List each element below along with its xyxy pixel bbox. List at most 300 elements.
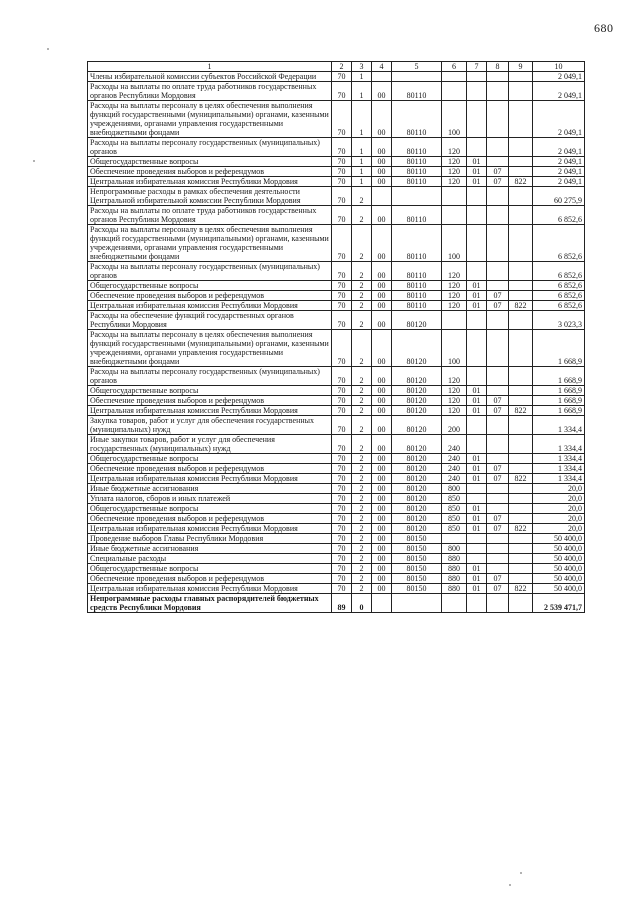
row-name-cell: Расходы на обеспечение функций государственных органов Республики Мордовия [88,311,332,330]
code-cell [467,138,487,157]
code-cell [487,187,509,206]
amount-cell: 2 049,1 [533,101,585,138]
code-cell: 80120 [392,435,442,454]
code-cell: 2 [352,225,372,262]
code-cell: 80120 [392,494,442,504]
code-cell: 822 [509,177,533,187]
row-name-cell: Центральная избирательная комиссия Республики Мордовия [88,474,332,484]
code-cell: 70 [332,330,352,367]
code-cell [487,311,509,330]
code-cell: 80150 [392,544,442,554]
code-cell: 100 [442,330,467,367]
code-cell: 00 [372,564,392,574]
code-cell: 70 [332,544,352,554]
code-cell: 822 [509,584,533,594]
code-cell [487,504,509,514]
code-cell: 00 [372,584,392,594]
amount-cell: 2 539 471,7 [533,594,585,613]
code-cell [467,594,487,613]
col-header: 8 [487,62,509,72]
code-cell: 70 [332,72,352,82]
code-cell: 07 [487,396,509,406]
code-cell: 822 [509,524,533,534]
code-cell [509,494,533,504]
code-cell: 80110 [392,138,442,157]
code-cell: 2 [352,386,372,396]
amount-cell: 1 334,4 [533,464,585,474]
code-cell: 70 [332,435,352,454]
code-cell: 2 [352,554,372,564]
code-cell [392,594,442,613]
code-cell: 70 [332,494,352,504]
row-name-cell: Уплата налогов, сборов и иных платежей [88,494,332,504]
amount-cell: 1 668,9 [533,330,585,367]
code-cell: 00 [372,554,392,564]
code-cell: 00 [372,574,392,584]
code-cell: 880 [442,564,467,574]
table-row [88,311,585,330]
code-cell [392,187,442,206]
row-name-cell: Расходы на выплаты по оплате труда работников государственных органов Республики Мордовия [88,206,332,225]
code-cell: 07 [487,474,509,484]
code-cell: 80120 [392,514,442,524]
code-cell [487,534,509,544]
table-row [88,291,585,301]
code-cell: 00 [372,416,392,435]
table-row [88,177,585,187]
code-cell: 80120 [392,416,442,435]
code-cell: 80110 [392,82,442,101]
code-cell: 80150 [392,534,442,544]
code-cell: 2 [352,544,372,554]
amount-cell: 50 400,0 [533,544,585,554]
code-cell: 07 [487,574,509,584]
code-cell: 240 [442,474,467,484]
code-cell: 00 [372,544,392,554]
code-cell [467,262,487,281]
amount-cell: 20,0 [533,494,585,504]
row-name-cell: Расходы на выплаты персоналу в целях обеспечения выполнения функций государственными (муниципальными) органами, казенными учреждениями, органами управления государственными внебюджетными фондами [88,225,332,262]
row-name-cell: Проведение выборов Главы Республики Мордовия [88,534,332,544]
code-cell: 00 [372,494,392,504]
code-cell: 00 [372,301,392,311]
row-name-cell: Общегосударственные вопросы [88,281,332,291]
code-cell: 07 [487,167,509,177]
code-cell: 2 [352,187,372,206]
table-row [88,367,585,386]
amount-cell: 6 852,6 [533,301,585,311]
code-cell: 00 [372,177,392,187]
amount-cell: 50 400,0 [533,574,585,584]
amount-cell: 20,0 [533,504,585,514]
code-cell: 100 [442,225,467,262]
col-header: 2 [332,62,352,72]
code-cell: 80120 [392,311,442,330]
code-cell: 80120 [392,524,442,534]
code-cell: 01 [467,504,487,514]
code-cell [372,594,392,613]
row-name-cell: Общегосударственные вопросы [88,386,332,396]
code-cell [487,454,509,464]
row-name-cell: Расходы на выплаты по оплате труда работников государственных органов Республики Мордовия [88,82,332,101]
code-cell [487,101,509,138]
code-cell: 1 [352,177,372,187]
code-cell: 1 [352,138,372,157]
table-row [88,406,585,416]
code-cell [509,534,533,544]
code-cell: 880 [442,574,467,584]
code-cell [509,82,533,101]
amount-cell: 6 852,6 [533,206,585,225]
code-cell: 00 [372,367,392,386]
col-header: 6 [442,62,467,72]
code-cell: 07 [487,584,509,594]
code-cell: 120 [442,177,467,187]
code-cell: 00 [372,82,392,101]
col-header: 1 [88,62,332,72]
table-row [88,157,585,167]
code-cell: 80120 [392,406,442,416]
table-row [88,594,585,613]
row-name-cell: Обеспечение проведения выборов и референдумов [88,464,332,474]
code-cell: 80150 [392,564,442,574]
code-cell: 70 [332,554,352,564]
row-name-cell: Центральная избирательная комиссия Республики Мордовия [88,584,332,594]
code-cell: 2 [352,367,372,386]
code-cell: 822 [509,474,533,484]
row-name-cell: Обеспечение проведения выборов и референдумов [88,574,332,584]
code-cell [467,416,487,435]
code-cell [509,225,533,262]
code-cell: 07 [487,524,509,534]
table-row [88,262,585,281]
code-cell: 80120 [392,464,442,474]
code-cell [442,82,467,101]
code-cell [487,484,509,494]
code-cell [487,206,509,225]
code-cell: 2 [352,564,372,574]
code-cell [467,72,487,82]
amount-cell: 6 852,6 [533,262,585,281]
code-cell: 800 [442,544,467,554]
code-cell: 01 [467,514,487,524]
code-cell [467,554,487,564]
amount-cell: 1 668,9 [533,396,585,406]
code-cell [442,72,467,82]
code-cell: 120 [442,281,467,291]
code-cell: 70 [332,386,352,396]
code-cell: 80120 [392,484,442,494]
code-cell [509,435,533,454]
code-cell [442,594,467,613]
code-cell: 822 [509,406,533,416]
code-cell: 880 [442,554,467,564]
amount-cell: 2 049,1 [533,82,585,101]
code-cell: 70 [332,187,352,206]
row-name-cell: Иные закупки товаров, работ и услуг для обеспечения государственных (муниципальных) нужд [88,435,332,454]
amount-cell: 6 852,6 [533,225,585,262]
row-name-cell: Закупка товаров, работ и услуг для обеспечения государственных (муниципальных) нужд [88,416,332,435]
code-cell: 01 [467,157,487,167]
code-cell: 2 [352,396,372,406]
row-name-cell: Обеспечение проведения выборов и референдумов [88,167,332,177]
code-cell: 70 [332,584,352,594]
code-cell: 80120 [392,504,442,514]
col-header: 7 [467,62,487,72]
code-cell: 70 [332,524,352,534]
table-row [88,474,585,484]
amount-cell: 2 049,1 [533,138,585,157]
scan-speck [33,160,35,162]
code-cell: 00 [372,291,392,301]
row-name-cell: Центральная избирательная комиссия Республики Мордовия [88,406,332,416]
code-cell: 89 [332,594,352,613]
code-cell: 80110 [392,101,442,138]
amount-cell: 50 400,0 [533,564,585,574]
amount-cell: 20,0 [533,484,585,494]
code-cell: 850 [442,514,467,524]
code-cell: 120 [442,367,467,386]
code-cell: 70 [332,514,352,524]
row-name-cell: Центральная избирательная комиссия Республики Мордовия [88,177,332,187]
table-row [88,514,585,524]
row-name-cell: Расходы на выплаты персоналу государственных (муниципальных) органов [88,262,332,281]
code-cell: 822 [509,301,533,311]
code-cell: 80110 [392,291,442,301]
table-header-row [88,62,585,72]
code-cell [487,157,509,167]
row-name-cell: Обеспечение проведения выборов и референдумов [88,514,332,524]
amount-cell: 1 668,9 [533,386,585,396]
code-cell [509,454,533,464]
table-row [88,584,585,594]
code-cell [509,386,533,396]
code-cell [487,330,509,367]
code-cell: 2 [352,504,372,514]
col-header: 3 [352,62,372,72]
row-name-cell: Общегосударственные вопросы [88,564,332,574]
code-cell [509,484,533,494]
code-cell: 07 [487,291,509,301]
code-cell [487,72,509,82]
table-row [88,574,585,584]
code-cell: 70 [332,311,352,330]
table-row [88,396,585,406]
table-row [88,416,585,435]
row-name-cell: Центральная избирательная комиссия Республики Мордовия [88,524,332,534]
amount-cell: 1 668,9 [533,367,585,386]
code-cell: 80150 [392,574,442,584]
code-cell: 00 [372,406,392,416]
amount-cell: 2 049,1 [533,72,585,82]
code-cell: 120 [442,386,467,396]
table-row [88,206,585,225]
row-name-cell: Расходы на выплаты персоналу государственных (муниципальных) органов [88,367,332,386]
code-cell [509,311,533,330]
code-cell [509,167,533,177]
code-cell: 00 [372,534,392,544]
table-row [88,454,585,464]
code-cell [509,206,533,225]
code-cell [487,554,509,564]
table-row [88,524,585,534]
code-cell [487,138,509,157]
amount-cell: 20,0 [533,524,585,534]
code-cell [467,187,487,206]
code-cell: 2 [352,494,372,504]
code-cell: 70 [332,484,352,494]
code-cell: 80110 [392,262,442,281]
row-name-cell: Общегосударственные вопросы [88,157,332,167]
code-cell: 2 [352,524,372,534]
amount-cell: 2 049,1 [533,157,585,167]
code-cell: 120 [442,138,467,157]
table-row [88,82,585,101]
table-row [88,494,585,504]
code-cell: 70 [332,464,352,474]
code-cell [442,187,467,206]
code-cell [487,494,509,504]
code-cell: 80120 [392,396,442,406]
code-cell: 80110 [392,301,442,311]
code-cell: 120 [442,396,467,406]
amount-cell: 50 400,0 [533,584,585,594]
code-cell: 01 [467,167,487,177]
code-cell: 07 [487,177,509,187]
table-row [88,484,585,494]
code-cell: 70 [332,367,352,386]
code-cell: 2 [352,574,372,584]
code-cell: 80120 [392,454,442,464]
code-cell: 70 [332,396,352,406]
row-name-cell: Расходы на выплаты персоналу в целях обеспечения выполнения функций государственными (муниципальными) органами, казенными учреждениями, органами управления государственными внебюджетными фондами [88,101,332,138]
row-name-cell: Члены избирательной комиссии субъектов Российской Федерации [88,72,332,82]
code-cell: 00 [372,396,392,406]
code-cell: 2 [352,311,372,330]
code-cell: 00 [372,206,392,225]
amount-cell: 50 400,0 [533,534,585,544]
code-cell: 70 [332,534,352,544]
code-cell [467,206,487,225]
row-name-cell: Расходы на выплаты персоналу государственных (муниципальных) органов [88,138,332,157]
row-name-cell: Обеспечение проведения выборов и референдумов [88,291,332,301]
code-cell: 07 [487,514,509,524]
code-cell [509,72,533,82]
code-cell [487,225,509,262]
code-cell [509,138,533,157]
table-row [88,101,585,138]
code-cell: 01 [467,177,487,187]
code-cell [487,435,509,454]
col-header: 4 [372,62,392,72]
code-cell: 70 [332,177,352,187]
code-cell: 2 [352,262,372,281]
amount-cell: 1 334,4 [533,435,585,454]
code-cell [509,157,533,167]
table-row [88,564,585,574]
code-cell: 2 [352,534,372,544]
code-cell: 00 [372,514,392,524]
code-cell: 00 [372,101,392,138]
code-cell: 120 [442,262,467,281]
code-cell: 1 [352,82,372,101]
code-cell: 01 [467,524,487,534]
row-name-cell: Расходы на выплаты персоналу в целях обеспечения выполнения функций государственными (муниципальными) органами, казенными учреждениями, органами управления государственными внебюджетными фондами [88,330,332,367]
code-cell: 70 [332,281,352,291]
code-cell: 80110 [392,225,442,262]
code-cell [487,281,509,291]
code-cell [509,544,533,554]
code-cell: 1 [352,157,372,167]
code-cell: 120 [442,291,467,301]
code-cell: 2 [352,484,372,494]
code-cell: 70 [332,574,352,584]
code-cell: 00 [372,138,392,157]
code-cell [487,416,509,435]
table-row [88,138,585,157]
code-cell: 120 [442,301,467,311]
col-header: 9 [509,62,533,72]
code-cell: 00 [372,225,392,262]
code-cell: 01 [467,564,487,574]
code-cell: 2 [352,464,372,474]
code-cell [509,504,533,514]
code-cell: 80120 [392,367,442,386]
code-cell: 00 [372,262,392,281]
amount-cell: 1 334,4 [533,474,585,484]
table-row [88,435,585,454]
code-cell [487,367,509,386]
amount-cell: 2 049,1 [533,167,585,177]
code-cell: 80110 [392,281,442,291]
code-cell [487,82,509,101]
code-cell: 2 [352,416,372,435]
code-cell: 01 [467,454,487,464]
code-cell: 00 [372,167,392,177]
code-cell: 80120 [392,474,442,484]
code-cell: 00 [372,157,392,167]
code-cell: 0 [352,594,372,613]
code-cell [467,544,487,554]
code-cell: 01 [467,584,487,594]
code-cell: 2 [352,206,372,225]
code-cell [467,101,487,138]
code-cell: 120 [442,167,467,177]
code-cell: 00 [372,330,392,367]
budget-table [87,61,585,613]
code-cell: 1 [352,72,372,82]
row-name-cell: Центральная избирательная комиссия Республики Мордовия [88,301,332,311]
code-cell [509,187,533,206]
row-name-cell: Непрограммные расходы в рамках обеспечения деятельности Центральной избирательной комиссии Республики Мордовия [88,187,332,206]
code-cell [509,514,533,524]
code-cell: 240 [442,435,467,454]
table-row [88,464,585,474]
code-cell: 01 [467,574,487,584]
code-cell: 80120 [392,330,442,367]
code-cell: 70 [332,262,352,281]
code-cell [487,544,509,554]
code-cell [487,386,509,396]
code-cell: 2 [352,474,372,484]
code-cell: 00 [372,524,392,534]
code-cell: 00 [372,454,392,464]
code-cell: 70 [332,82,352,101]
code-cell: 00 [372,464,392,474]
code-cell [442,206,467,225]
code-cell: 70 [332,564,352,574]
amount-cell: 60 275,9 [533,187,585,206]
